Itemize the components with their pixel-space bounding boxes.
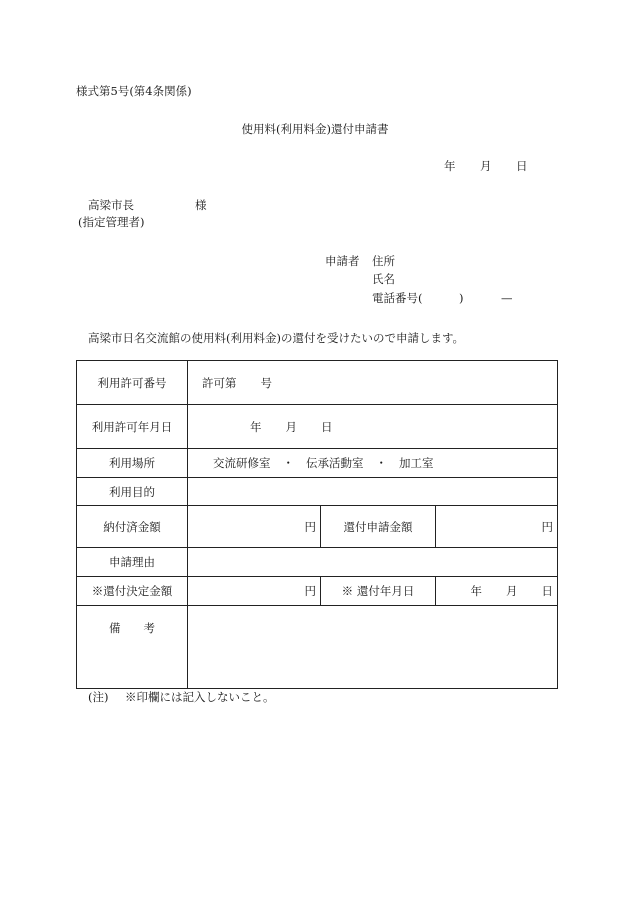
refund-date-year: 年 [470,584,483,598]
place-separator: ・ [282,456,294,470]
date-year: 年 [444,159,456,173]
applicant-phone-close: ) [459,291,464,305]
addressee-honorific: 様 [195,198,207,212]
place-label: 利用場所 [77,449,188,478]
note-prefix: (注) [88,690,109,704]
remarks-field[interactable] [188,606,558,689]
place-option-training-room[interactable]: 交流研修室 [213,456,271,470]
row-amounts [77,506,558,548]
refund-date-field [436,577,558,606]
permit-number-field[interactable] [188,361,558,405]
row-place [77,449,558,478]
applicant-address-label: 住所 [372,254,395,268]
date-month: 月 [480,159,492,173]
applicant-label: 申請者 [325,254,360,268]
applicant-phone-label: 電話番号( [372,291,423,305]
remarks-label: 備 考 [77,606,188,689]
place-separator: ・ [375,456,387,470]
row-purpose [77,478,558,506]
paid-amount-field[interactable] [188,506,321,548]
row-reason [77,548,558,577]
date-day: 日 [516,159,528,173]
designated-manager: (指定管理者) [78,215,145,229]
refund-decision-label: ※還付決定金額 [77,577,188,606]
permit-date-label: 利用許可年月日 [77,405,188,449]
permit-number-label: 利用許可番号 [77,361,188,405]
permit-number-suffix: 号 [260,375,272,390]
place-option-heritage-room[interactable]: 伝承活動室 [306,456,364,470]
reason-label: 申請理由 [77,548,188,577]
refund-decision-field [188,577,321,606]
permit-date-field[interactable] [188,405,558,449]
addressee-name: 高梁市長 [88,198,134,212]
refund-date-day: 日 [541,584,554,598]
paid-amount-yen: 円 [304,519,316,534]
place-option-processing-room[interactable]: 加工室 [399,456,434,470]
permit-date-day: 日 [321,419,333,434]
refund-decision-yen: 円 [304,584,316,598]
form-number: 様式第5号(第4条関係) [76,84,192,98]
refund-date-month: 月 [506,584,518,598]
refund-request-field[interactable] [436,506,558,548]
note-text: ※印欄には記入しないこと。 [125,690,275,704]
row-refund-decision [77,577,558,606]
row-permit-number [77,361,558,405]
purpose-label: 利用目的 [77,478,188,506]
application-statement: 高梁市日名交流館の使用料(利用料金)の還付を受けたいので申請します。 [88,331,465,345]
permit-number-prefix: 許可第 [202,375,237,390]
permit-date-year: 年 [250,419,262,434]
form-title: 使用料(利用料金)還付申請書 [241,122,389,136]
purpose-field[interactable] [188,478,558,506]
refund-application-table [76,360,558,689]
row-permit-date [77,405,558,449]
row-remarks [77,606,558,689]
refund-request-label: 還付申請金額 [321,506,436,548]
place-options [188,449,558,478]
applicant-name-label: 氏名 [372,272,395,286]
applicant-phone-dash: — [501,291,513,305]
permit-date-month: 月 [285,419,297,434]
reason-field[interactable] [188,548,558,577]
paid-amount-label: 納付済金額 [77,506,188,548]
refund-date-label: ※ 還付年月日 [321,577,436,606]
refund-request-yen: 円 [541,519,554,534]
